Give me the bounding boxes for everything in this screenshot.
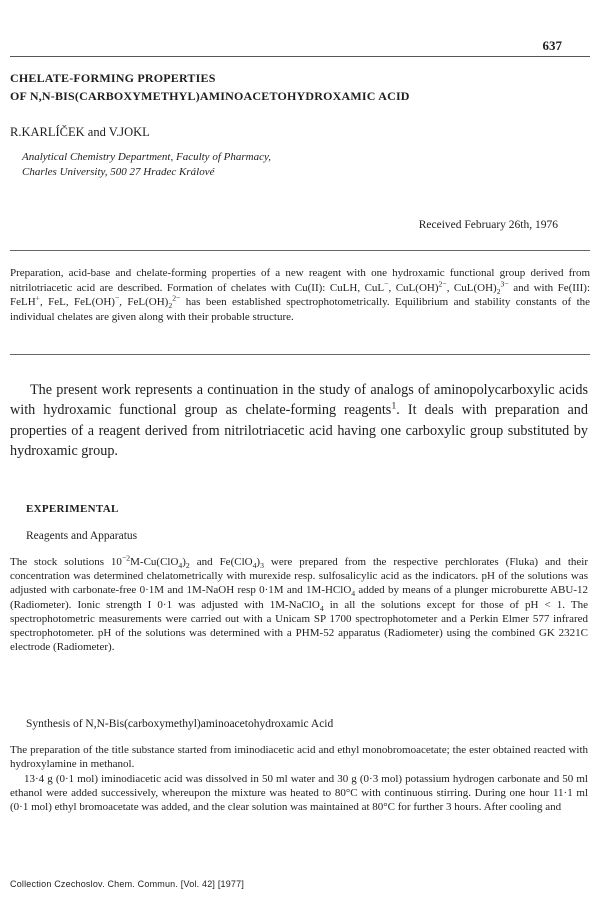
- abstract-bottom-rule: [10, 354, 590, 355]
- title-line-2: OF N,N-BIS(CARBOXYMETHYL)AMINOACETOHYDROXAMIC ACID: [10, 89, 410, 103]
- subscript: 2: [168, 301, 173, 311]
- subscript: 4: [351, 589, 356, 599]
- intro-text: The present work represents a continuation in the study of analogs of aminopolycarboxylic acids with hydroxamic functional group as chelate-forming reagents: [10, 382, 588, 419]
- abstract: [10, 266, 590, 324]
- charge-superscript: 2−: [172, 293, 181, 303]
- superscript: −2: [121, 553, 131, 563]
- subscript: 4: [252, 561, 257, 571]
- title-line-1: CHELATE-FORMING PROPERTIES: [10, 71, 216, 85]
- subscript: 2: [185, 561, 190, 571]
- text-run: ): [256, 556, 261, 568]
- authors: R.KARLÍČEK and V.JOKL: [10, 125, 150, 139]
- text-run: were prepared from the respective perchlorates (Fluka) and their concentration was determined chelatometrically with murexide resp. sulfosalicylic acid as the indicators. pH of the solutions was adjusted with carbonate-free 0·1M and 1M-NaOH resp 0·1M and 1M-HClO: [10, 556, 588, 597]
- charge-superscript: −: [384, 278, 389, 288]
- text-run: M-Cu(ClO: [130, 556, 179, 568]
- text-run: ): [182, 556, 186, 568]
- synthesis-paragraph-1: The preparation of the title substance started from iminodiacetic acid and ethyl monobromoacetate; the ester obtained reacted with hydroxylamine in methanol.: [10, 744, 588, 771]
- received-date: Received February 26th, 1976: [418, 219, 558, 231]
- affiliation-line-1: Analytical Chemistry Department, Faculty of Pharmacy,: [22, 151, 271, 163]
- abstract-top-rule: [10, 250, 590, 251]
- abstract-text: Preparation, acid-base and chelate-forming properties of a new reagent with one hydroxamic functional group derived from nitrilotriacetic acid are described. Formation of chelates with Cu(II): CuLH, CuL: [10, 267, 590, 294]
- abstract-text: , CuL(OH): [446, 281, 497, 294]
- subheading-synthesis: Synthesis of N,N-Bis(carboxymethyl)aminoacetohydroxamic Acid: [26, 718, 334, 730]
- subscript: 2: [496, 286, 501, 296]
- subscript: 4: [319, 603, 324, 613]
- charge-superscript: −: [114, 293, 120, 303]
- journal-footer: Collection Czechoslov. Chem. Commun. [Vol. 42] [1977]: [10, 879, 245, 889]
- intro-text: . It deals with preparation and properties of a reagent derived from nitrilotriacetic acid having one carboxylic group substituted by hydroxamic group.: [10, 402, 588, 460]
- charge-superscript: +: [35, 293, 41, 303]
- article-title: [10, 69, 410, 105]
- abstract-text: , FeL(OH): [119, 296, 169, 309]
- header-rule: [10, 56, 590, 57]
- charge-superscript: 3−: [500, 278, 509, 288]
- subheading-reagents: Reagents and Apparatus: [26, 530, 138, 542]
- abstract-text: has been established spectrophotometrically. Equilibrium and stability constants of the individual chelates are given along with their probable structure.: [10, 296, 591, 323]
- abstract-text: , FeL, FeL(OH): [40, 296, 115, 309]
- text-run: in all the solutions except for those of pH < 1. The spectrophotometric measurements were carried out with a Unicam SP 1700 spectrophotometer and a Perkin Elmer 577 infrared spectrophotometer. pH of the solutions was determined with a PHM-52 apparatus (Radiometer) using the combined GK 2321C electrode (Radiometer).: [10, 598, 589, 654]
- abstract-text: and with Fe(III): FeLH: [10, 281, 591, 309]
- abstract-text: , CuL(OH): [388, 281, 439, 294]
- text-run: The stock solutions 10: [10, 556, 122, 568]
- text-run: and Fe(ClO: [189, 556, 253, 568]
- introduction-paragraph: [10, 380, 588, 462]
- subscript: 3: [260, 561, 264, 571]
- page-number: 637: [542, 38, 562, 53]
- section-heading: EXPERIMENTAL: [26, 503, 119, 515]
- charge-superscript: 2−: [438, 278, 447, 288]
- affiliation: [22, 150, 271, 180]
- affiliation-line-2: Charles University, 500 27 Hradec Králové: [22, 166, 215, 178]
- reference-marker: 1: [391, 400, 397, 412]
- subscript: 4: [178, 561, 183, 571]
- text-run: added by means of a plunger microburette ABU-12 (Radiometer). Ionic strength I 0·1 was adjusted with 1M-NaClO: [10, 584, 588, 611]
- reagents-paragraph: [10, 555, 588, 654]
- synthesis-paragraph-2: 13·4 g (0·1 mol) iminodiacetic acid was dissolved in 50 ml water and 30 g (0·3 mol) potassium hydrogen carbonate and 50 ml ethanol were added successively, whereupon the mixture was heated to 80°C with continuous stirring. During one hour 11·1 ml (0·1 mol) ethyl bromoacetate was added, and the clear solution was maintained at 80°C for further 3 hours. After cooling and: [10, 773, 588, 814]
